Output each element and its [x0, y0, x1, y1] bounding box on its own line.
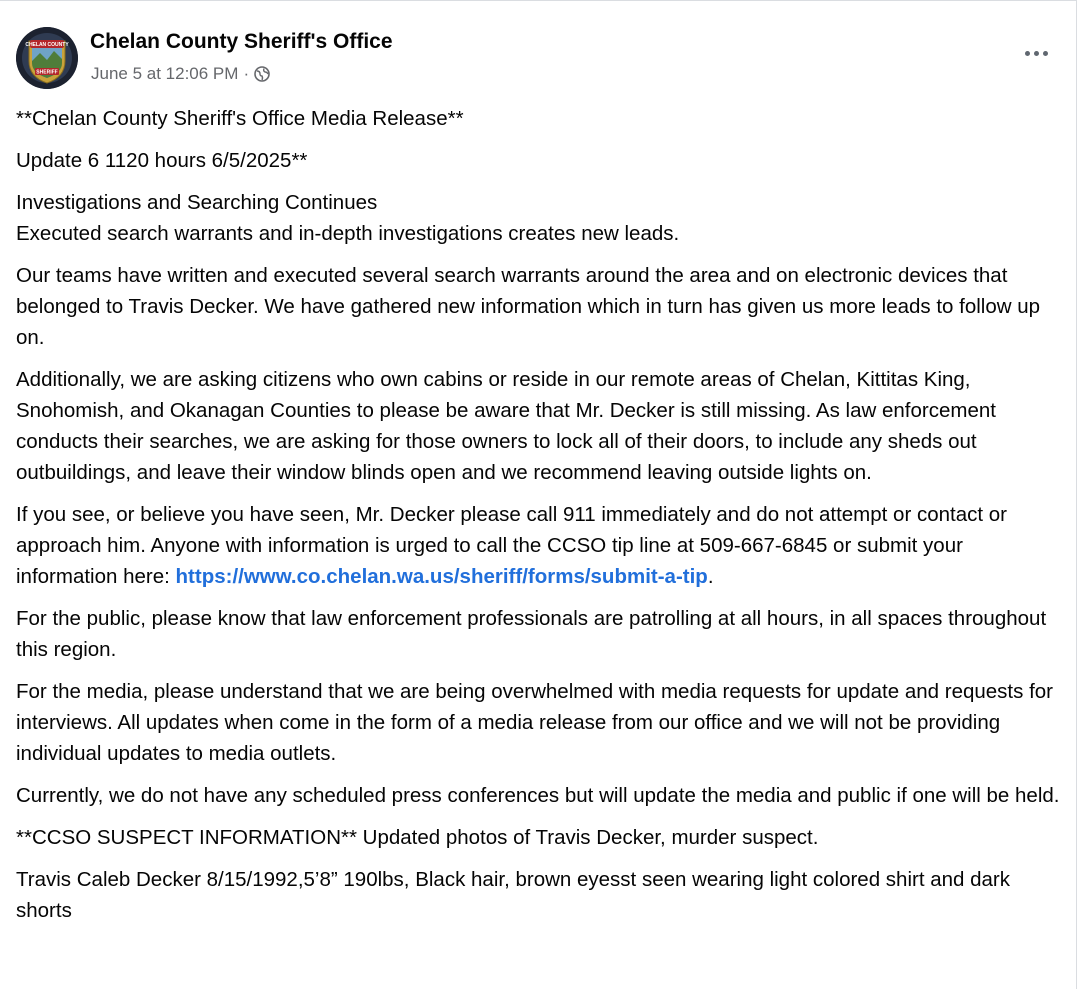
- post-paragraph: For the public, please know that law enforcement professionals are patrolling at all hours, in all spaces throughout this region.: [16, 607, 1047, 661]
- post-paragraph: Update 6 1120 hours 6/5/2025**: [16, 149, 308, 172]
- post-meta: [91, 64, 270, 84]
- post-paragraph: [16, 499, 1061, 592]
- submit-tip-link[interactable]: https://www.co.chelan.wa.us/sheriff/forms/submit-a-tip: [175, 565, 708, 588]
- sheriff-badge-icon: [16, 27, 78, 89]
- more-dot: [1025, 51, 1030, 56]
- post-paragraph: Travis Caleb Decker 8/15/1992,5’8” 190lbs, Black hair, brown eyesst seen wearing light colored shirt and dark shorts: [16, 868, 1011, 922]
- post-header: [16, 27, 1056, 91]
- post-paragraph: Additionally, we are asking citizens who own cabins or reside in our remote areas of Chelan, Kittitas King, Snohomish, and Okanagan Counties to please be aware that Mr. Decker is still missing. As law enforcement conducts their searches, we are asking for those owners to lock all of their doors, to include any sheds out outbuildings, and leave their window blinds open and we recommend leaving outside lights on.: [16, 368, 996, 484]
- more-dot: [1034, 51, 1039, 56]
- post-paragraph: **CCSO SUSPECT INFORMATION** Updated photos of Travis Decker, murder suspect.: [16, 826, 819, 849]
- post-line: Executed search warrants and in-depth investigations creates new leads.: [16, 222, 680, 245]
- post-paragraph: For the media, please understand that we are being overwhelmed with media requests for update and requests for interviews. All updates when come in the form of a media release from our office and we will not be providing individual updates to media outlets.: [16, 680, 1053, 765]
- meta-separator: ·: [243, 64, 250, 83]
- globe-icon: [254, 66, 270, 82]
- post-body: [16, 103, 1061, 937]
- post-paragraph: Our teams have written and executed several search warrants around the area and on electronic devices that belonged to Travis Decker. We have gathered new information which in turn has given us more leads to follow up on.: [16, 264, 1041, 349]
- post-text: .: [707, 565, 714, 588]
- post-paragraph: **Chelan County Sheriff's Office Media Release**: [16, 107, 464, 130]
- post-paragraph: [16, 187, 1061, 249]
- post-line: Investigations and Searching Continues: [16, 191, 378, 214]
- more-options-button[interactable]: [1016, 41, 1056, 65]
- page-name-link[interactable]: Chelan County Sheriff's Office: [90, 30, 393, 53]
- post-paragraph: Currently, we do not have any scheduled press conferences but will update the media and public if one will be held.: [16, 784, 1060, 807]
- post-text: If you see, or believe you have seen, Mr. Decker please call 911 immediately and do not attempt or contact or approach him. Anyone with information is urged to call the CCSO tip line at 509-667-6845 or submit your information here:: [16, 503, 1007, 588]
- avatar-text-top: CHELAN COUNTY: [25, 42, 69, 48]
- post-timestamp[interactable]: June 5 at 12:06 PM: [91, 64, 239, 83]
- avatar[interactable]: [16, 27, 78, 89]
- more-dot: [1043, 51, 1048, 56]
- avatar-text-bottom: SHERIFF: [36, 69, 58, 76]
